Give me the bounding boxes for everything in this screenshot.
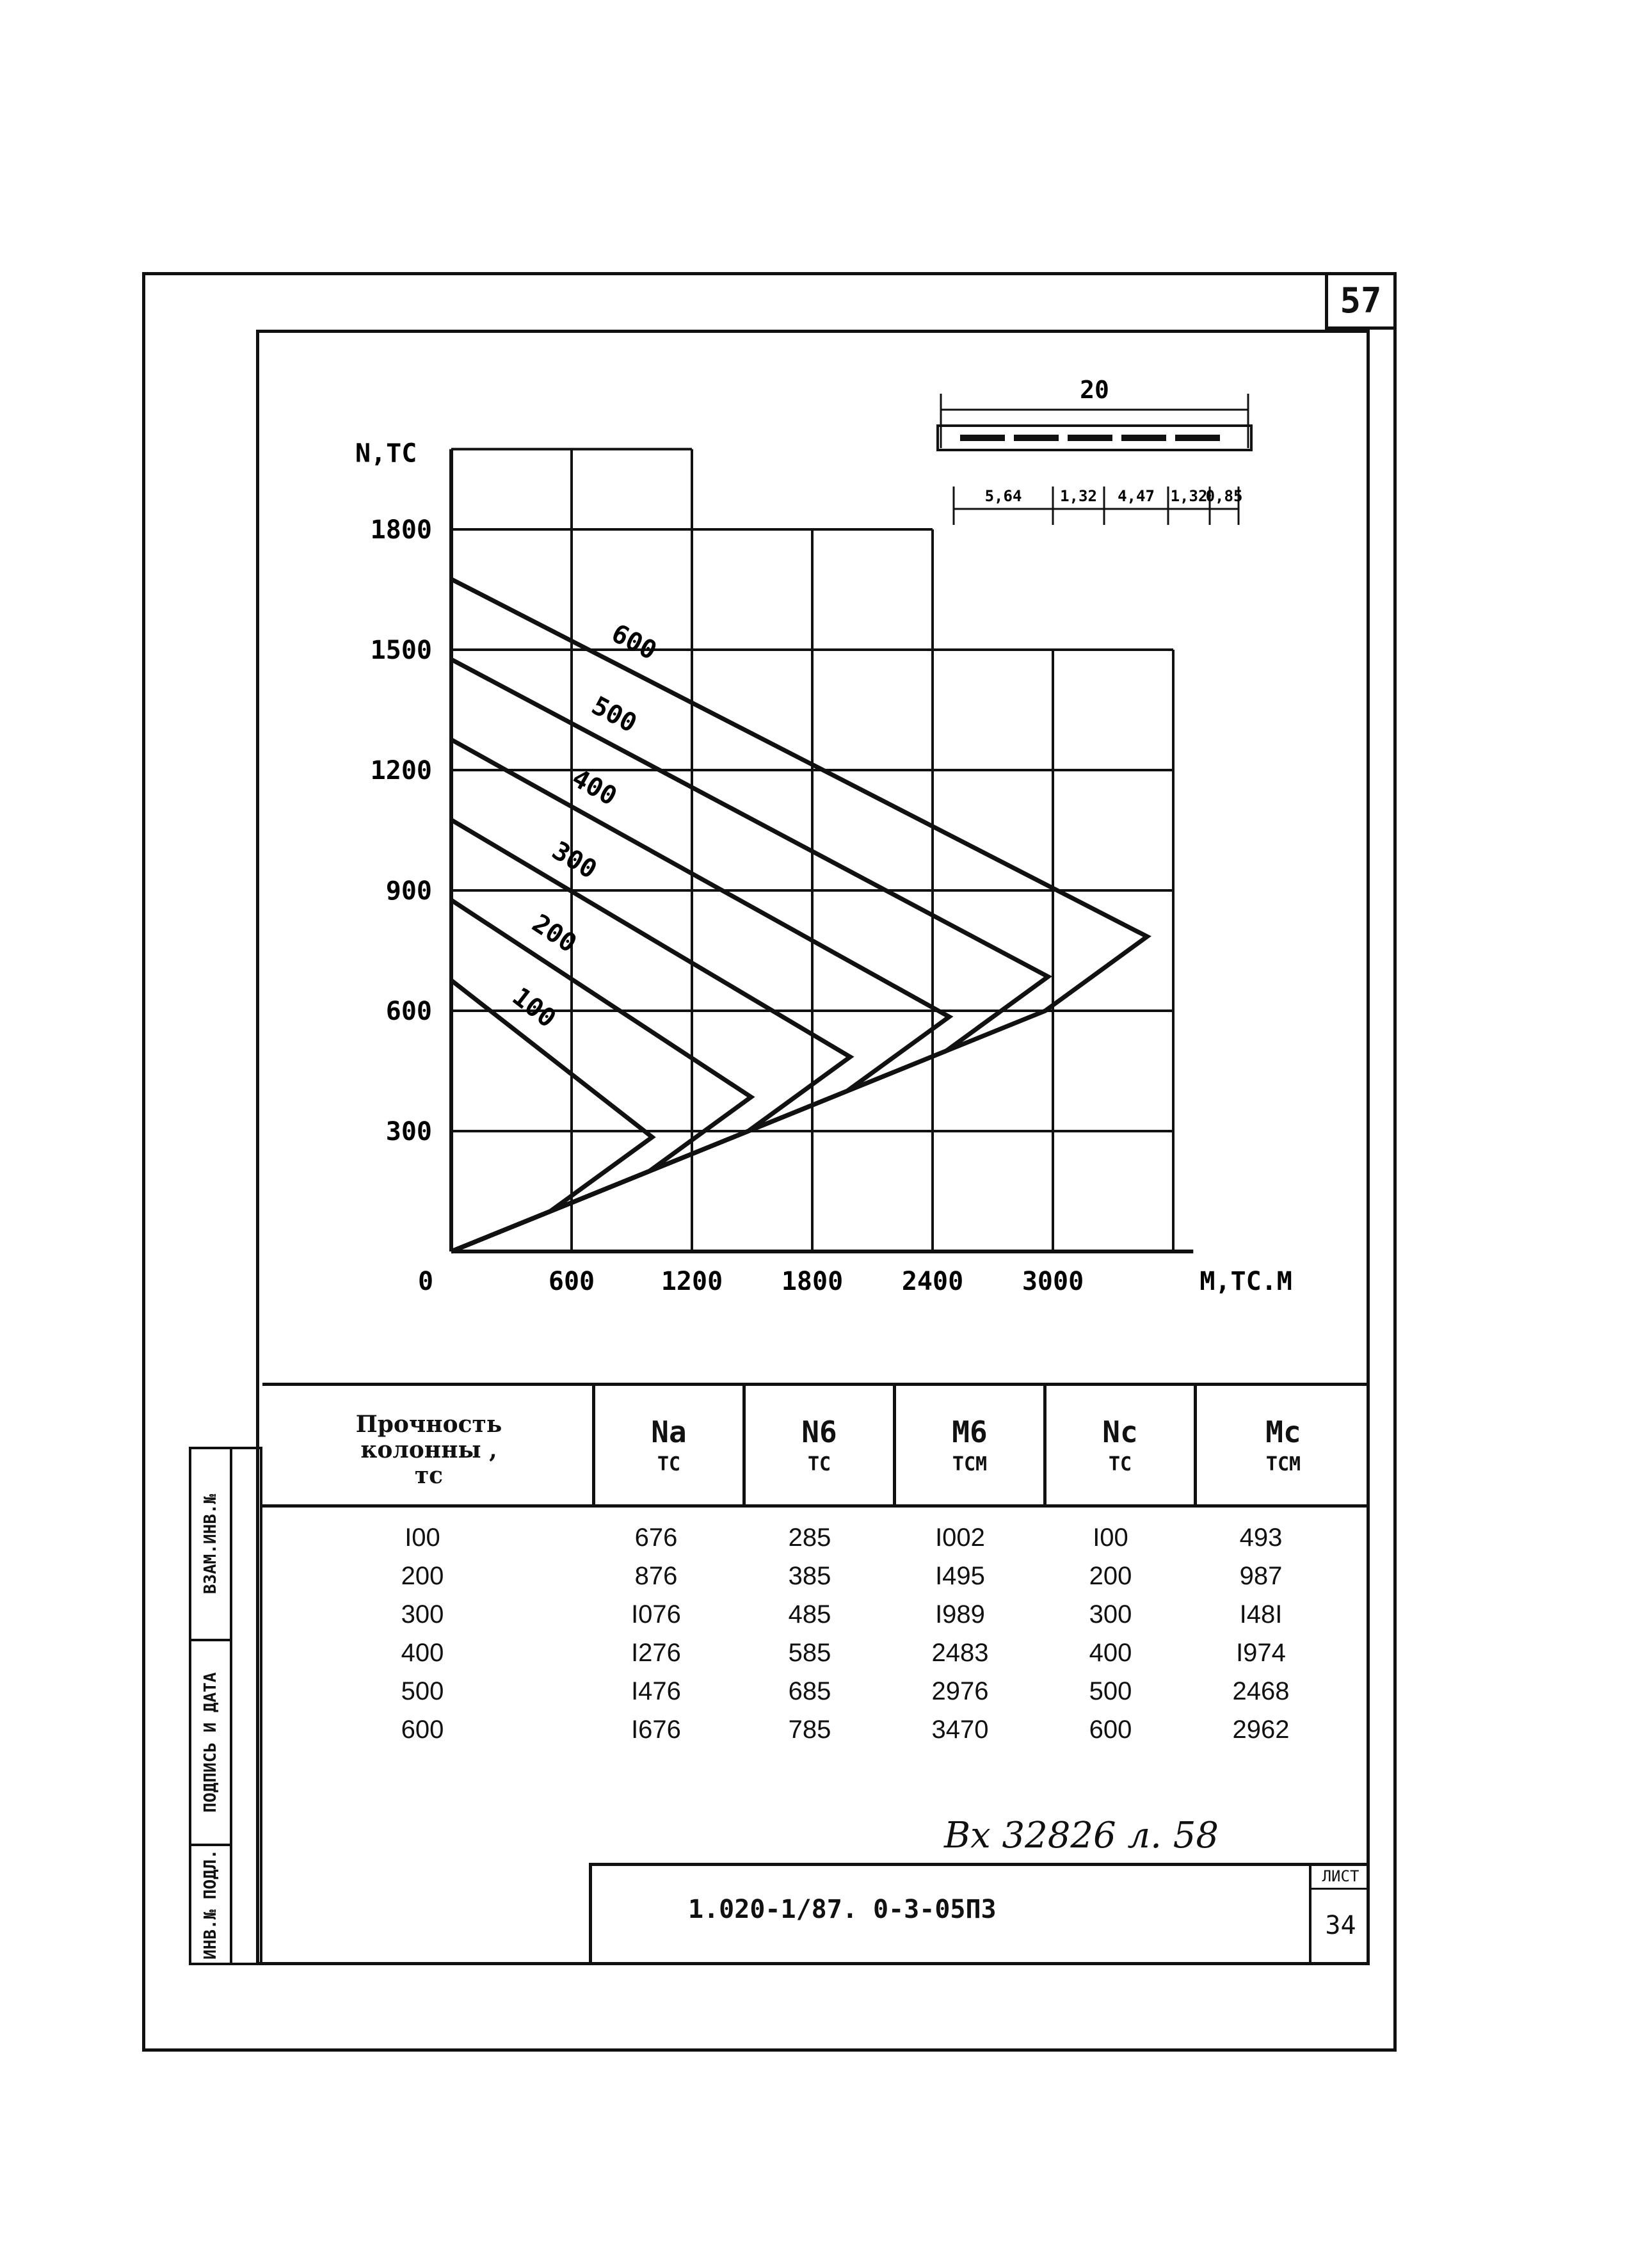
stamp-sheet-value: 34 [1325, 1911, 1356, 1940]
series-label-400: 400 [566, 763, 622, 812]
cell-nc: 300 [1089, 1600, 1132, 1629]
cell-mb: I495 [935, 1562, 985, 1590]
cell-mb: 2976 [931, 1677, 989, 1705]
table-row [262, 1716, 1370, 1754]
header-mb-symbol: M6 [952, 1415, 988, 1449]
cell-strength: 300 [401, 1600, 444, 1629]
x-tick-label: 2400 [901, 1267, 964, 1296]
cell-strength: 600 [401, 1716, 444, 1744]
inset-segment-label: 1,32 [1170, 487, 1208, 505]
x-tick-label: 1800 [781, 1267, 844, 1296]
header-nb [746, 1415, 893, 1476]
cell-nc: 400 [1089, 1639, 1132, 1667]
cell-nb: 485 [788, 1600, 831, 1629]
cell-nb: 285 [788, 1524, 831, 1552]
side-label-replace: ВЗАМ.ИНВ.№ [201, 1493, 220, 1595]
header-nc-unit: TC [1108, 1453, 1132, 1476]
table-header-rule [262, 1504, 1370, 1508]
x-tick-label: 600 [548, 1267, 595, 1296]
x-tick-label: 0 [417, 1267, 434, 1296]
cell-strength: 400 [401, 1639, 444, 1667]
series-label-200: 200 [527, 908, 582, 959]
cell-mb: I002 [935, 1524, 985, 1552]
cell-nb: 785 [788, 1716, 831, 1744]
series-label-600: 600 [606, 618, 662, 666]
cell-na: I676 [631, 1716, 681, 1744]
header-na-unit: TC [657, 1453, 681, 1476]
series-label-500: 500 [586, 691, 642, 739]
x-axis-label: M,TC.M [1199, 1267, 1292, 1296]
cell-mc: 2962 [1232, 1716, 1290, 1744]
y-tick-label: 1800 [370, 515, 432, 545]
cell-na: I476 [631, 1677, 681, 1705]
header-mc-symbol: Mc [1265, 1415, 1301, 1449]
cell-mb: 2483 [931, 1639, 989, 1667]
inset-segment-label: 0,85 [1205, 487, 1243, 505]
header-nb-unit: TC [807, 1453, 831, 1476]
side-strip-column [230, 1449, 261, 1963]
cell-strength: 500 [401, 1677, 444, 1705]
header-nc-symbol: Nc [1102, 1415, 1138, 1449]
cell-nc: 600 [1089, 1716, 1132, 1744]
inset-segment-label: 5,64 [984, 487, 1022, 505]
series-line-300 [451, 820, 850, 1251]
y-tick-label: 900 [385, 876, 432, 906]
header-mc-unit: TCM [1265, 1453, 1301, 1476]
side-label-original: ИНВ.№ ПОДЛ. [201, 1849, 220, 1960]
header-strength [301, 1411, 557, 1488]
cell-mc: 2468 [1232, 1677, 1290, 1705]
cell-nc: 500 [1089, 1677, 1132, 1705]
table-row [262, 1600, 1370, 1639]
table-row [262, 1524, 1370, 1562]
cell-nb: 685 [788, 1677, 831, 1705]
header-mb-unit: TCM [952, 1453, 988, 1476]
x-tick-label: 3000 [1022, 1267, 1084, 1296]
cell-nc: 200 [1089, 1562, 1132, 1590]
cell-mc: 987 [1239, 1562, 1283, 1590]
series-line-200 [451, 900, 751, 1251]
cell-nb: 585 [788, 1639, 831, 1667]
table-row [262, 1677, 1370, 1716]
header-na [595, 1415, 742, 1476]
side-cell-replace [191, 1449, 230, 1641]
table-top-rule [262, 1383, 1370, 1386]
cell-mc: I974 [1236, 1639, 1286, 1667]
header-mc [1197, 1415, 1370, 1476]
side-label-signature: ПОДПИСЬ И ДАТА [201, 1672, 220, 1813]
cell-strength: I00 [405, 1524, 440, 1552]
table-row [262, 1639, 1370, 1677]
strength-table [262, 1383, 1370, 1744]
side-cell-signature [191, 1641, 230, 1846]
inset-total-label: 20 [1080, 376, 1109, 404]
cell-na: 676 [634, 1524, 678, 1552]
x-tick-label: 1200 [661, 1267, 723, 1296]
inset-segment-label: 4,47 [1118, 487, 1155, 505]
header-nb-symbol: N6 [801, 1415, 837, 1449]
cell-mb: I989 [935, 1600, 985, 1629]
title-stamp [589, 1863, 1370, 1965]
series-line-600 [451, 579, 1147, 1251]
side-strip [189, 1447, 262, 1965]
y-tick-label: 1500 [370, 636, 432, 665]
y-tick-label: 1200 [370, 756, 432, 785]
series-label-100: 100 [506, 981, 561, 1034]
y-tick-label: 300 [385, 1117, 432, 1146]
header-strength-line2: колонны , [360, 1436, 497, 1463]
header-strength-line3: тс [414, 1462, 444, 1489]
sheet-number: 57 [1325, 272, 1397, 330]
cell-nc: I00 [1093, 1524, 1128, 1552]
y-axis-label: N,TC [355, 438, 417, 469]
cell-na: I276 [631, 1639, 681, 1667]
side-cell-original [191, 1846, 230, 1963]
stamp-code: 1.020-1/87. 0-3-05П3 [688, 1895, 997, 1924]
header-nc [1047, 1415, 1194, 1476]
header-mb [896, 1415, 1043, 1476]
y-tick-label: 600 [385, 997, 432, 1026]
header-na-symbol: Na [651, 1415, 687, 1449]
cell-na: 876 [634, 1562, 678, 1590]
cell-strength: 200 [401, 1562, 444, 1590]
table-row [262, 1562, 1370, 1600]
cell-nb: 385 [788, 1562, 831, 1590]
section-inset [938, 376, 1251, 525]
series-label-300: 300 [547, 835, 602, 885]
handwritten-note: Вх 32826 л. 58 [944, 1815, 1219, 1856]
cell-mc: 493 [1239, 1524, 1283, 1552]
cell-mc: I48I [1239, 1600, 1283, 1629]
stamp-sheet-label: ЛИСТ [1311, 1867, 1370, 1890]
inset-segment-label: 1,32 [1060, 487, 1097, 505]
chart-series [451, 579, 1147, 1251]
stamp-sheet-cell [1309, 1866, 1370, 1965]
cell-na: I076 [631, 1600, 681, 1629]
chart-labels [355, 439, 1292, 1296]
series-line-500 [451, 659, 1048, 1251]
cell-mb: 3470 [931, 1716, 989, 1744]
header-strength-line1: Прочность [355, 1411, 502, 1438]
